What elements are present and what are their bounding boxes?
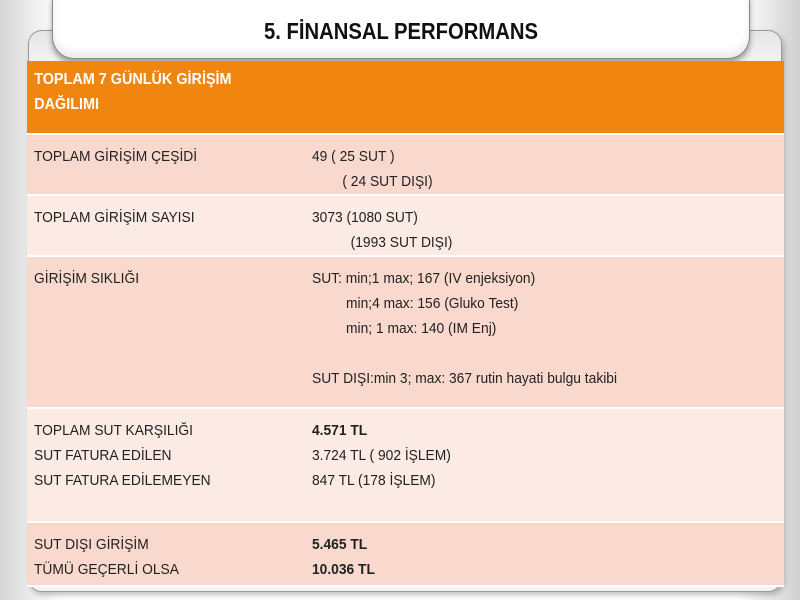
slide-title: 5. FİNANSAL PERFORMANS	[263, 18, 539, 44]
performance-table	[27, 61, 784, 587]
row-label-cell	[27, 256, 312, 408]
row-value-cell	[312, 195, 784, 256]
table-header-cell	[27, 61, 784, 134]
row-value: 5.465 TL	[312, 536, 368, 553]
row-label: SUT DIŞI GİRİŞİM	[34, 536, 149, 553]
row-label-cell	[27, 522, 312, 586]
table-header-row	[27, 61, 784, 134]
row-label: SUT FATURA EDİLEMEYEN	[34, 472, 211, 489]
row-value: min;4 max: 156 (Gluko Test)	[346, 295, 519, 312]
row-label: TOPLAM SUT KARŞILIĞI	[34, 422, 194, 439]
row-label: TÜMÜ GEÇERLİ OLSA	[34, 561, 179, 578]
row-value: (1993 SUT DIŞI)	[350, 234, 453, 251]
row-label-cell	[27, 195, 312, 256]
table-header	[27, 61, 708, 117]
row-label-cell	[27, 408, 312, 522]
table-row	[27, 195, 784, 256]
row-label: SUT FATURA EDİLEN	[34, 447, 172, 464]
table-row	[27, 134, 784, 195]
row-value: 847 TL (178 İŞLEM)	[312, 472, 436, 489]
row-value-cell	[312, 134, 784, 195]
row-value: 3.724 TL ( 902 İŞLEM)	[312, 447, 451, 464]
row-value-cell	[312, 256, 784, 408]
table-row	[27, 408, 784, 522]
row-label: TOPLAM GİRİŞİM ÇEŞİDİ	[34, 148, 198, 165]
row-value: ( 24 SUT DIŞI)	[342, 173, 433, 190]
row-value: 10.036 TL	[312, 561, 375, 578]
table-header-line: TOPLAM 7 GÜNLÜK GİRİŞİM	[34, 71, 232, 88]
row-value: 49 ( 25 SUT )	[312, 148, 395, 165]
row-value: SUT DIŞI:min 3; max: 367 rutin hayati bulgu takibi	[312, 370, 618, 387]
table-row	[27, 256, 784, 408]
row-value: min; 1 max: 140 (IM Enj)	[346, 320, 497, 337]
row-value: 4.571 TL	[312, 422, 368, 439]
row-value-cell	[312, 408, 784, 522]
row-value: SUT: min;1 max; 167 (IV enjeksiyon)	[312, 270, 536, 287]
row-value: 3073 (1080 SUT)	[312, 209, 418, 226]
title-banner	[52, 0, 750, 59]
row-label-cell	[27, 134, 312, 195]
row-value-cell	[312, 522, 784, 586]
row-label: TOPLAM GİRİŞİM SAYISI	[34, 209, 195, 226]
row-label: GİRİŞİM SIKLIĞI	[34, 270, 140, 287]
table-header-line: DAĞILIMI	[34, 96, 100, 113]
table-row	[27, 522, 784, 586]
